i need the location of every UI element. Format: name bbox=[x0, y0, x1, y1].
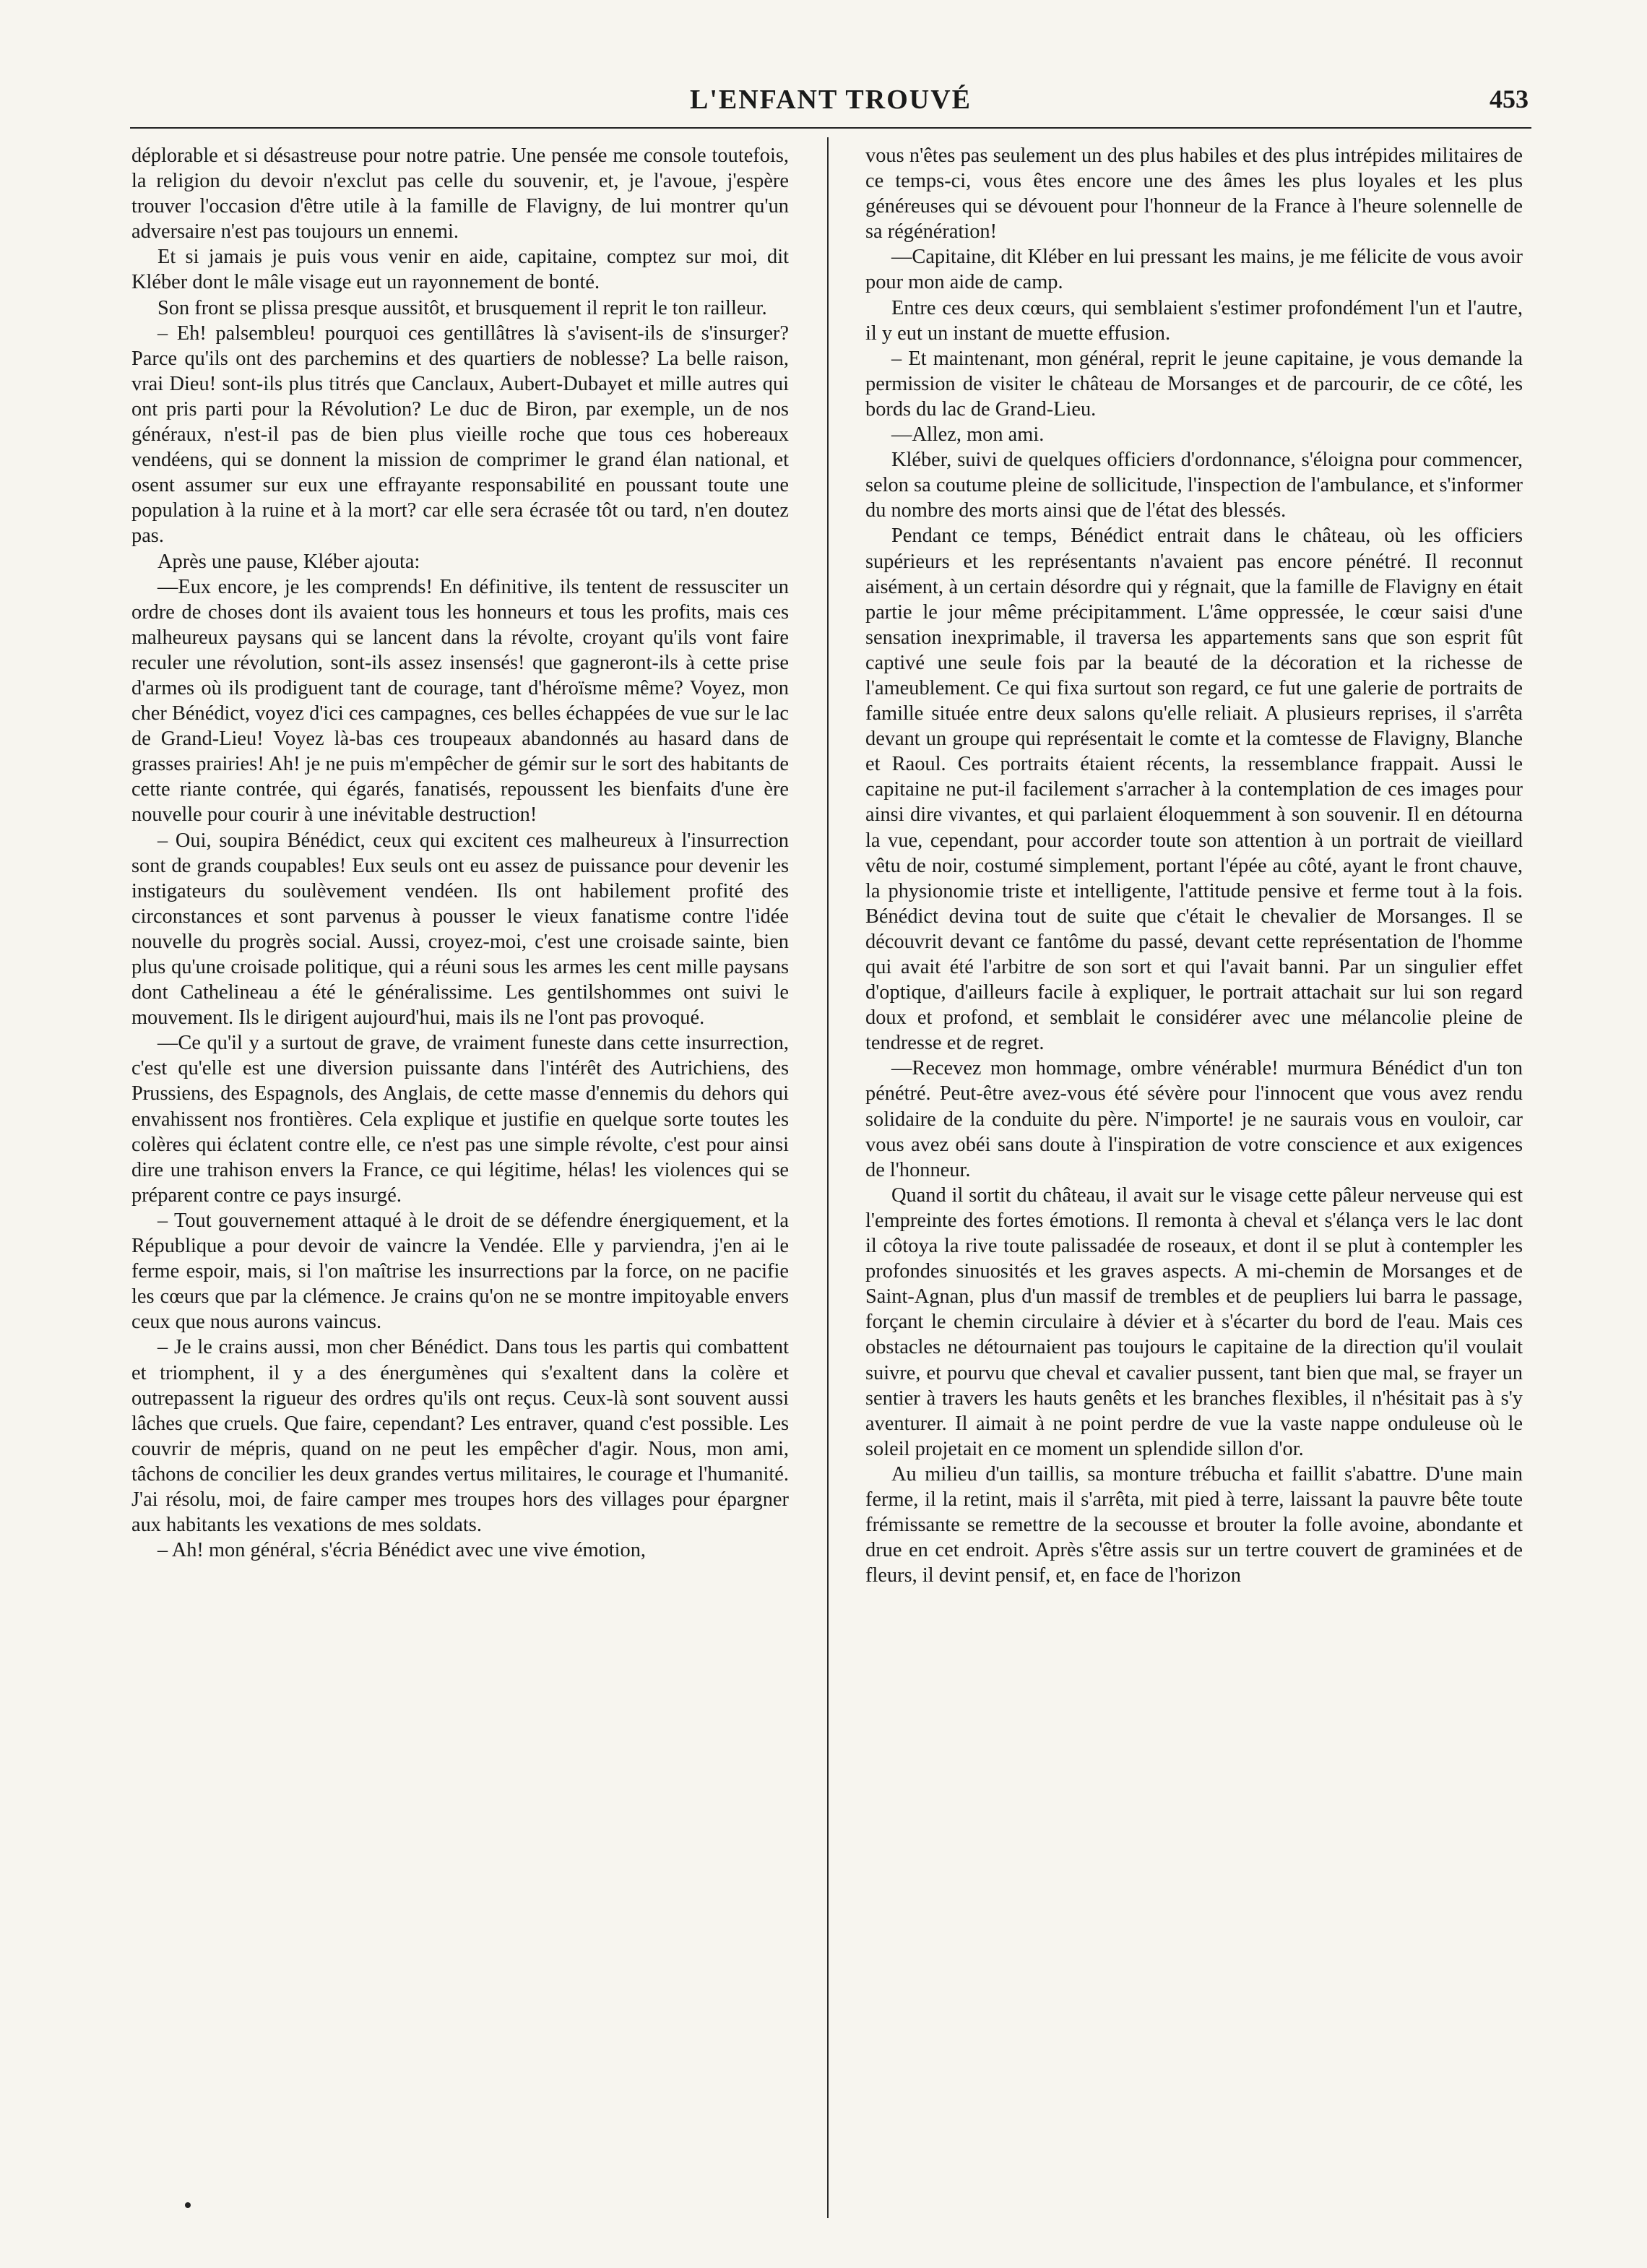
paragraph: – Oui, soupira Bénédict, ceux qui excitent ces malheureux à l'insurrection sont de grands coupables! Eux seuls ont eu assez de puissance pour devenir les instigateurs du soulèvement vendéen. Ils ont habilement profité des circonstances et sont parvenus à pousser le vieux fanatisme contre l'idée nouvelle du progrès social. Aussi, croyez-moi, c'est une croisade sainte, bien plus qu'une croisade politique, qui a réuni sous les armes les cent mille paysans dont Cathelineau a été le généralissime. Les gentilshommes ont suivi le mouvement. Ils le dirigent aujourd'hui, mais ils ne l'ont pas provoqué. bbox=[131, 829, 789, 1030]
right-column bbox=[865, 143, 1523, 1588]
column-divider bbox=[827, 137, 829, 2218]
paragraph: Kléber, suivi de quelques officiers d'ordonnance, s'éloigna pour commencer, selon sa coutume pleine de sollicitude, l'inspection de l'ambulance, et s'informer du nombre des morts ainsi que de l'état des blessés. bbox=[865, 449, 1523, 522]
paragraph: Après une pause, Kléber ajouta: bbox=[157, 550, 420, 573]
paragraph: —Allez, mon ami. bbox=[891, 423, 1045, 447]
paragraph: Et si jamais je puis vous venir en aide, capitaine, comptez sur moi, dit Kléber dont le mâle visage eut un rayonnement de bonté. bbox=[131, 246, 789, 294]
paragraph: – Tout gouvernement attaqué à le droit de se défendre énergiquement, et la République a pour devoir de vaincre la Vendée. Elle y parviendra, j'en ai le ferme espoir, mais, si l'on maîtrise les insurrections par la force, on ne pacifie les cœurs que par la clémence. Je crains qu'on ne se montre impitoyable envers ceux que nous aurons vaincus. bbox=[131, 1209, 789, 1334]
paragraph: déplorable et si désastreuse pour notre patrie. Une pensée me console toutefois, la religion du devoir n'exclut pas celle du souvenir, et, je l'avoue, j'espère trouver l'occasion d'être utile à la famille de Flavigny, de lui montrer qu'un adversaire n'est pas toujours un ennemi. bbox=[131, 145, 789, 243]
paragraph: Entre ces deux cœurs, qui semblaient s'estimer profondément l'un et l'autre, il y eut un instant de muette effusion. bbox=[865, 296, 1523, 345]
page-number: 453 bbox=[1490, 85, 1529, 113]
running-title: L'ENFANT TROUVÉ bbox=[689, 85, 972, 115]
paragraph: Au milieu d'un taillis, sa monture trébucha et faillit s'abattre. D'une main ferme, il la retint, mais il s'arrêta, mit pied à terre, laissant la pauvre bête toute frémissante se remettre de la secousse et brouter la folle avoine, abondante et drue en cet endroit. Après s'être assis sur un tertre couvert de graminées et de fleurs, il devint pensif, et, en face de l'horizon bbox=[865, 1462, 1523, 1587]
paragraph: —Eux encore, je les comprends! En définitive, ils tentent de ressusciter un ordre de choses dont ils avaient tous les honneurs et tous les profits, mais ces malheureux paysans qui se lancent dans la révolte, croyant qu'ils vont faire reculer une révolution, sont-ils assez insensés! que gagneront-ils à cette prise d'armes où ils prodiguent tant de courage, tant d'héroïsme même? Voyez, mon cher Bénédict, voyez d'ici ces campagnes, ces belles échappées de vue sur le lac de Grand-Lieu! Voyez là-bas ces troupeaux abandonnés au hasard dans de grasses prairies! Ah! je ne puis m'empêcher de gémir sur le sort des habitants de cette riante contrée, qui égarés, fanatisés, repoussent les bienfaits d'une ère nouvelle pour courir à une inévitable destruction! bbox=[131, 575, 789, 827]
paragraph: – Et maintenant, mon général, reprit le jeune capitaine, je vous demande la permission de visiter le château de Morsanges et de parcourir, de ce côté, les bords du lac de Grand-Lieu. bbox=[865, 347, 1523, 421]
paragraph: —Capitaine, dit Kléber en lui pressant les mains, je me félicite de vous avoir pour mon aide de camp. bbox=[865, 246, 1523, 294]
paragraph: Pendant ce temps, Bénédict entrait dans le château, où les officiers supérieurs et les représentants n'avaient pas encore pénétré. Il reconnut aisément, à un certain désordre qui y régnait, que la famille de Flavigny en était partie le jour même précipitamment. L'âme oppressée, le cœur saisi d'une sensation inexprimable, il traversa les appartements sans que son esprit fût captivé une seule fois par la beauté de la décoration et la richesse de l'ameublement. Ce qui fixa surtout son regard, ce fut une galerie de portraits de famille située entre deux salons qu'elle reliait. A plusieurs reprises, il s'arrêta devant un groupe qui représentait le comte et la comtesse de Flavigny, Blanche et Raoul. Ces portraits étaient récents, la ressemblance frappait. Aussi le capitaine ne put-il facilement s'arracher à la contemplation de ces images pour ainsi dire vivantes, et qui parlaient éloquemment à son souvenir. Il en détourna la vue, cependant, pour accorder toute son attention à un portrait de vieillard vêtu de noir, costumé simplement, portant l'épée au côté, ayant le front chauve, la physionomie triste et intelligente, l'attitude pensive et ferme tout à la fois. Bénédict devina tout de suite que c'était le chevalier de Morsanges. Il se découvrit devant ce fantôme du passé, devant cette représentation de l'homme qui avait été l'arbitre de son sort et qui l'avait banni. Par un singulier effet d'optique, d'ailleurs facile à expliquer, le portrait attachait sur lui son regard doux et profond, et semblait le considérer avec une mélancolie pleine de tendresse et de regret. bbox=[865, 525, 1523, 1055]
paragraph: vous n'êtes pas seulement un des plus habiles et des plus intrépides militaires de ce temps-ci, vous êtes encore une des âmes les plus loyales et les plus généreuses qui se dévouent pour l'honneur de la France à l'heure solennelle de sa régénération! bbox=[865, 145, 1523, 243]
paragraph: – Je le crains aussi, mon cher Bénédict. Dans tous les partis qui combattent et triomphent, il y a des énergumènes qui s'exaltent dans la colère et outrepassent la rigueur des ordres qu'ils ont reçus. Ceux-là sont souvent aussi lâches que cruels. Que faire, cependant? Les entraver, quand c'est possible. Les couvrir de mépris, quand on ne peut les empêcher d'agir. Nous, mon ami, tâchons de concilier les deux grandes vertus militaires, le courage et l'humanité. J'ai résolu, moi, de faire camper mes troupes hors des villages pour épargner aux habitants les vexations de mes soldats. bbox=[131, 1336, 789, 1537]
left-column bbox=[131, 143, 789, 1563]
paragraph: Quand il sortit du château, il avait sur le visage cette pâleur nerveuse qui est l'empreinte des fortes émotions. Il remonta à cheval et s'élança vers le lac dont il côtoya la rive toute palissadée de roseaux, et dont il se plut à contempler les profondes sinuosités et les graves aspects. A mi-chemin de Morsanges et de Saint-Agnan, plus d'un massif de trembles et de peupliers lui barra le passage, forçant le chemin circulaire à dévier et à s'écarter du bord de l'eau. Mais ces obstacles ne détournaient pas toujours le capitaine de la direction qu'il voulait suivre, et pourvu que cheval et cavalier pussent, tant bien que mal, se frayer un sentier à travers les hauts genêts et les branches flexibles, il n'hésitait pas à s'y aventurer. Il aimait à ne point perdre de vue la vaste nappe onduleuse où le soleil projetait en ce moment un splendide sillon d'or. bbox=[865, 1183, 1523, 1460]
paragraph: —Ce qu'il y a surtout de grave, de vraiment funeste dans cette insurrection, c'est qu'elle est une diversion puissante dans l'intérêt des Autrichiens, des Prussiens, des Espagnols, des Anglais, de cette masse d'ennemis du dehors qui envahissent nos frontières. Cela explique et justifie en quelque sorte toutes les colères qui éclatent contre elle, ce n'est pas une simple révolte, c'est pour ainsi dire une trahison envers la France, ce qui légitime, hélas! les violences qui se préparent contre ce pays insurgé. bbox=[131, 1032, 789, 1207]
paragraph: Son front se plissa presque aussitôt, et brusquement il reprit le ton railleur. bbox=[157, 296, 767, 319]
running-header bbox=[130, 84, 1531, 129]
ink-dot bbox=[185, 2202, 191, 2208]
paragraph: – Ah! mon général, s'écria Bénédict avec une vive émotion, bbox=[157, 1539, 646, 1562]
paragraph: – Eh! palsembleu! pourquoi ces gentillâtres là s'avisent-ils de s'insurger? Parce qu'ils ont des parchemins et des quartiers de noblesse? La belle raison, vrai Dieu! sont-ils plus titrés que Canclaux, Aubert-Dubayet et mille autres qui ont pris parti pour la Révolution? Le duc de Biron, par exemple, un de nos généraux, n'est-il pas de bien plus vieille roche que tous ces hobereaux vendéens, qui se donnent la mission de comprimer le grand élan national, et osent assumer sur eux une effrayante responsabilité en poussant toute une population à la ruine et à la mort? car elle sera écrasée tôt ou tard, n'en doutez pas. bbox=[131, 322, 789, 548]
paragraph: —Recevez mon hommage, ombre vénérable! murmura Bénédict d'un ton pénétré. Peut-être avez-vous été sévère pour l'innocent que vous avez rendu solidaire de la conduite du père. N'importe! je ne saurais vous en vouloir, car vous avez obéi sans doute à l'inspiration de votre conscience et aux exigences de l'honneur. bbox=[865, 1057, 1523, 1181]
